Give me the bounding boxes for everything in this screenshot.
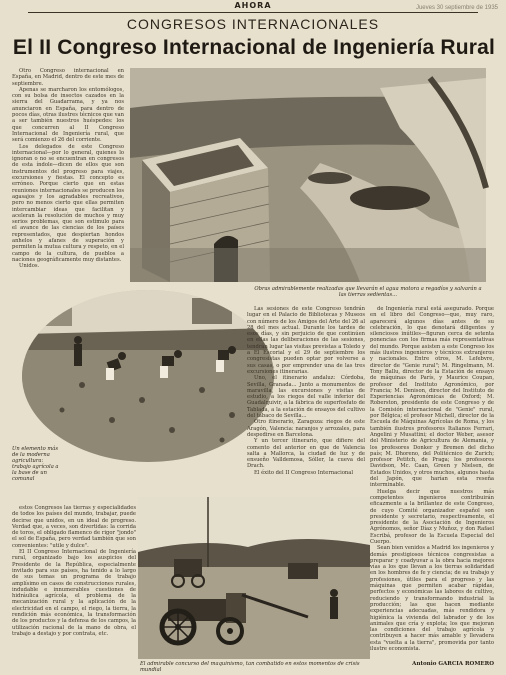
magazine-name: AHORA [234,1,272,10]
photo-hydraulic-works [130,68,486,282]
intro-paragraph: Los delegados de este Congreso internacional—por lo general, quienes lo ignoran o no se encuentran en congresos de esta índole—dicen de ellos que son instrumentos del progreso para viajes, excursiones y fiestas. El concepto es erróneo. Porque cierto que en estas reuniones internacionales se producen los agasajos y los agradables recreativos, pero no menos cierto que ellas permiten intercambiar ideas que facilitan y aceleran la resolución de muchos y muy serios problemas, que son estimulo para el avance de las ciencias de los países representados, que despiertan hondos anhelos y afanes de superación y permiten la mutua cultura y respeto, en el campo de la cultura, de pueblos a naciones geográficamente muy distantes. [12,143,124,263]
intro-column [12,68,124,300]
middle-column [247,306,365,476]
photo3-caption: El admirable concurso del maquinismo, tan combatido en estos momentos de crisis mundial [140,661,360,673]
lower-paragraph: El II Congreso Internacional de Ingeniería rural, organizado bajo los auspicios del Presidente de la República, especialmente invitado para sus países, ha tenido a lo largo de sus temas un programa de trabajo amplísimo en casos de construcciones rurales, indudable e innumerables cuestiones de hidráulica agrícola, el problema de la mecanización rural y la aplicación de la electricidad en el campo, el riego, la tierra, la rendición más económica, la transformación de los productos y la defensa de los campos, la utilización racional de la mano de obra, el trabajo a destajo y por contrata, etc. [12,549,136,637]
hydraulic-works-image [130,68,486,282]
article-headline: El II Congreso Internacional de Ingeniería Rural [12,36,496,59]
field-work-image [22,290,274,462]
date-stamp: Jueves 30 septiembre de 1935 [415,5,498,11]
machinery-image [138,497,370,659]
intro-paragraph: Apenas se marcharon los entomólogos, con su bolsa de insectos cazados en la sierra del Guadarrama, y ya nos anunciaron en España, para dentro de pocos días, otras ilustres técnicos que van a ser también nuestros huéspedes: los que concurren al II Congreso Internacional de Ingeniería rural, que será comienzo el 26 del corriente. [12,86,124,144]
middle-paragraph: Y un tercer itinerario, que difiere del comento del anterior en que de Valencia salta a Mallorca, la ciudad de luz y de ensueño Valldemosa, Sóller, la cueva del Drach. [247,438,365,470]
masthead-rule [28,12,478,13]
middle-paragraph: Uno, el itinerario andaluz: Córdoba, Sevilla, Granada... Junto a monumentos de maravilla, las excursiones y visitas de estudio, a los riegos del valle inferior del Guadalquivir, a la fábrica de superfosfato de Tablada, a la estación de ensayos del cultivo del tabaco de Sevilla... [247,375,365,420]
middle-paragraph: Otro itinerario, Zaragoza: riegos de este Aragón, Valencia: naranjos y arrozales, para despedirse en Barcelona. [247,419,365,438]
right-paragraph: Sean bien venidos a Madrid los ingenieros y demás prestigiosos técnicos congresistas a preparar y coadyuvar a la obra hacia mejores vías a los que llevan a los tierras solidaridad en los hombres de fe y ciencia; de su trabajo y profesiones, útiles para el progreso y las máquinas que permiten acabar rápidas, perfectos y económicas las labores de cultivo, reduciendo y transformando industrial la producción; las que hacen mediante experiencias adecuadas, más rendidora y higiénica la vivienda del labrador y de los animales que cría y explota; los que mejoran las condiciones del trabajo agrícola y contribuyen a hacer más amable y llevadera esta "vuelta a la tierra", promovida por tanto ilustre economista. [370,545,494,653]
lower-column [12,505,136,655]
photo2-caption: Un elemento más de la moderna agricultura: trabajo agrícola a la base de un comunal [12,446,59,482]
article-author: Antonio GARCIA ROMERO [412,661,494,667]
lower-paragraph: estos Congresos las tierras y especialidades de todos los países del mundo, trabajar, puede decirse que unidos, en un ideal de progreso. Verdad que, a veces, son divertidas: la corrida de toros, el obligado flamenco de rigor "jondo" el sol de España, pero verdad también que son convenientes: "utile y dulce". [12,505,136,549]
photo1-caption: Obras admirablemente realizadas que llevarán el agua motora a regadíos y salvarán a las tierras sedientas... [254,286,482,298]
intro-paragraph: Unidos. [19,263,40,270]
photo-machinery [138,497,370,659]
section-title: CONGRESOS INTERNACIONALES [126,16,380,32]
right-paragraph: Huelga decir que nuestros más competentes ingenieros contribuirán eficazmente a la brillantez de este Congreso, de cuyo Comité organizador español son presidente y secretario, respectivamente, el presidente de la Asociación de Ingenieros Agrónomos, señor Díaz y Muñoz, y don Rafael Escribá, profesor de la Escuela Especial del Cuerpo. [370,488,494,545]
middle-paragraph: El éxito del II Congreso Internacional [254,469,354,476]
photo-field-work [22,290,274,462]
middle-paragraph: Las sesiones de este Congreso tendrán lugar en el Palacio de Bibliotecas y Museos con número de los Amigos del Arte del 26 al 28 del mes actual. Durante los tardes de esos días, y sin perjuicio de que continúen en ellas las deliberaciones de las sesiones, tendrán lugar las visitas previstas a Toledo y a El Escorial y el 29 de septiembre los congresistas pueden optar por volverse a sus casas, o por emprender una de las tres excursiones itinerarias. [247,306,365,375]
right-paragraph: de Ingeniería rural está asegurado. Porque en el libro del Congreso—que, muy raro, aparecerá algunos días antes de su celebración, lo que denotará diligentes y silenciosos inútiles—figuran cerca de setenta ponencias con los firmas más representativas del mundo. Porque asisten a este Congreso los más ilustres ingenieros y técnicos extranjeros y nacionales. Entre otros, M. Lefebvre, director de "Genie rural"; M. Ringelmann, M. Tony Ballu, director de la Estación de ensayo de máquinas de París, y Maurice Coupan, profesor del Instituto Agronómico, por Francia; M. Denison, director del Instituto de Experiencias Agronómicas de Oxford; M. Roberston, presidente de este Congreso y de la Comisión internacional de "Genie" rural, por Bélgica; el profesor Michell, director de la Escuela de Máquinas Agrícolas de Roma, y los también ilustres profesores Italianos Ferrari, Angelini y Musattini; el doctor Weber, asesor del Ministerio de Agricultura de Alemania, y los profesores Donker y Bremen del dicho país; M. Dhoreno, del Politécnico de Zurich; profesor Petitch, de Praga; los profesores Davidson, Mc. Caan, Green y Nielsen, de Estados Unidos, y otros muchos, algunos hasta del Japón, que harían esta reseña interminable. [370,306,494,489]
right-column [370,306,494,661]
intro-paragraph: Otro Congreso internacional en España, en Madrid, dentro de este mes de septiembre. [12,68,124,87]
